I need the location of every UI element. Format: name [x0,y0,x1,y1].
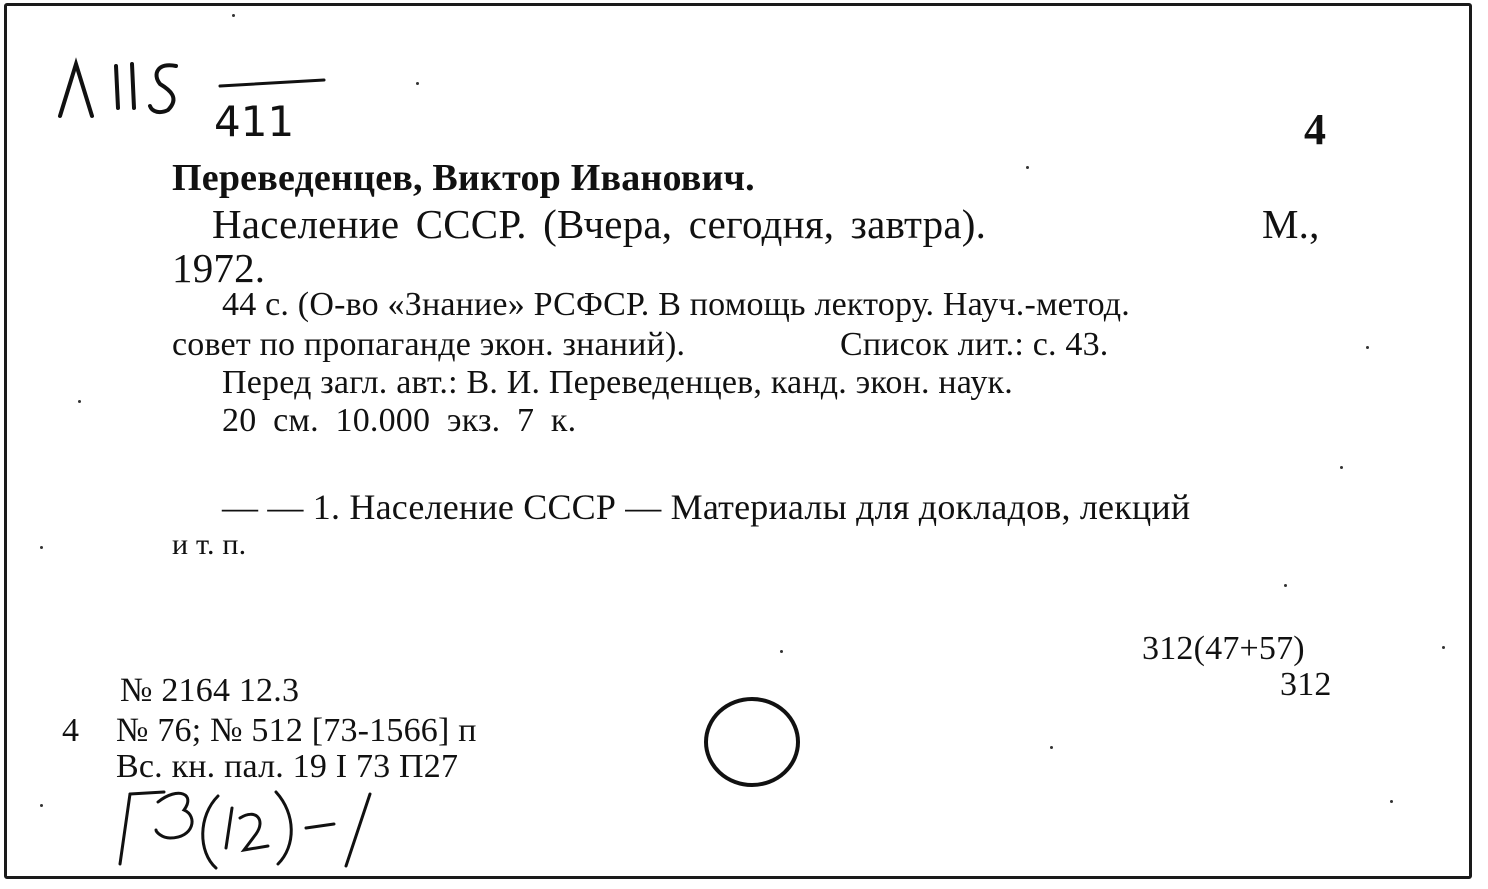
publication-year: 1972. [172,245,266,291]
description-line-2: совет по пропаганде экон. знаний). [172,326,686,363]
shelfmark-subscript: 411 [214,97,295,142]
publication-place: М., [1262,201,1320,247]
author-heading: Переведенцев, Виктор Иванович. [172,157,755,199]
registry-prefix: 4 [62,712,80,749]
bibliography-note: Список лит.: с. 43. [840,326,1109,363]
subject-heading-line-1: — — 1. Население СССР — Материалы для докладов, лекций [222,487,1191,527]
card-number: 4 [1304,105,1327,154]
physical-description: 20 см. 10.000 экз. 7 к. [222,402,577,439]
classification-code: 312(47+57) [1142,630,1305,667]
classification-code-short: 312 [1280,666,1332,703]
punch-hole-icon [700,694,804,790]
handwritten-shelfmark [52,52,342,142]
author-note: Перед загл. авт.: В. И. Переведенцев, канд. экон. наук. [222,364,1013,401]
title-line: Население СССР. (Вчера, сегодня, завтра). [212,201,987,247]
subject-heading-line-2: и т. п. [172,528,247,561]
registry-line-3: Вс. кн. пал. 19 I 73 П27 [116,748,459,785]
registry-line-2: № 76; № 512 [73-1566] п [116,712,477,749]
registry-line-1: № 2164 12.3 [120,672,300,709]
handwritten-classification-code [100,772,400,872]
description-line-1: 44 с. (О-во «Знание» РСФСР. В помощь лектору. Науч.-метод. [222,286,1131,323]
